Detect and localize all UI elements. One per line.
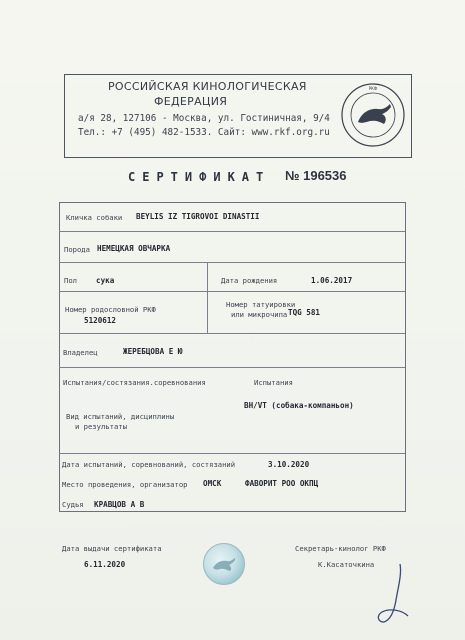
pedigree-label: Номер родословной РКФ xyxy=(65,305,156,314)
nickname-label: Кличка собаки xyxy=(66,213,123,222)
test-type-label: Испытания/состязания.соревнования xyxy=(63,378,206,387)
judge-label: Судья xyxy=(62,500,84,509)
row-divider xyxy=(59,291,405,292)
row-divider xyxy=(59,367,405,368)
issue-date-value: 6.11.2020 xyxy=(84,560,126,569)
owner-value: ЖЕРЕБЦОВА Е Ю xyxy=(123,347,183,356)
breed-label: Порода xyxy=(64,245,90,254)
row-divider xyxy=(59,453,405,454)
certificate-number: № 196536 xyxy=(285,168,347,183)
pedigree-value: 5120612 xyxy=(84,316,117,325)
owner-label: Владелец xyxy=(63,348,98,357)
sex-value: сука xyxy=(96,276,115,285)
signature-mark xyxy=(370,560,420,630)
certificate-title: СЕРТИФИКАТ xyxy=(128,170,271,184)
org-address: а/я 28, 127106 - Москва, ул. Гостиничная, 9/4 xyxy=(78,113,330,124)
dob-label: Дата рождения xyxy=(221,276,278,285)
judge-value: КРАВЦОВ А В xyxy=(94,500,145,509)
test-type-value: Испытания xyxy=(254,378,293,387)
place-organizer: ФАВОРИТ РОО ОКПЦ xyxy=(245,479,319,488)
breed-value: НЕМЕЦКАЯ ОВЧАРКА xyxy=(97,244,171,253)
row-divider xyxy=(59,333,405,334)
org-contacts: Тел.: +7 (495) 482-1533. Сайт: www.rkf.org.ru xyxy=(78,127,330,138)
tattoo-value: TQG 581 xyxy=(288,308,321,317)
org-name-line2: ФЕДЕРАЦИЯ xyxy=(154,95,228,108)
hologram-dog-icon xyxy=(204,544,244,584)
column-divider xyxy=(207,262,208,333)
row-divider xyxy=(59,231,405,232)
hologram-stamp xyxy=(203,543,245,585)
secretary-name: К.Касаточкина xyxy=(318,560,375,569)
secretary-label: Секретарь-кинолог РКФ xyxy=(295,544,386,553)
test-date-value: 3.10.2020 xyxy=(268,460,310,469)
org-name-line1: РОССИЙСКАЯ КИНОЛОГИЧЕСКАЯ xyxy=(108,80,307,93)
tattoo-label-line1: Номер татуировки xyxy=(226,300,296,309)
test-result-value: BH/VT (собака-компаньон) xyxy=(244,401,354,410)
row-divider xyxy=(59,262,405,263)
test-date-label: Дата испытаний, соревнований, состязаний xyxy=(62,460,236,469)
place-label: Место проведения, организатор xyxy=(62,480,188,489)
nickname-value: BEYLIS IZ TIGROVOI DINASTII xyxy=(136,212,260,221)
place-city: ОМСК xyxy=(203,479,222,488)
rkf-dog-seal-icon xyxy=(340,82,406,148)
dob-value: 1.06.2017 xyxy=(311,276,353,285)
svg-text:РКФ: РКФ xyxy=(368,86,378,91)
discipline-label-line1: Вид испытаний, дисциплины xyxy=(66,412,175,421)
sex-label: Пол xyxy=(64,276,77,285)
discipline-label-line2: и результаты xyxy=(75,422,127,431)
tattoo-label-line2: или микрочипа xyxy=(231,310,288,319)
issue-date-label: Дата выдачи сертификата xyxy=(62,544,162,553)
